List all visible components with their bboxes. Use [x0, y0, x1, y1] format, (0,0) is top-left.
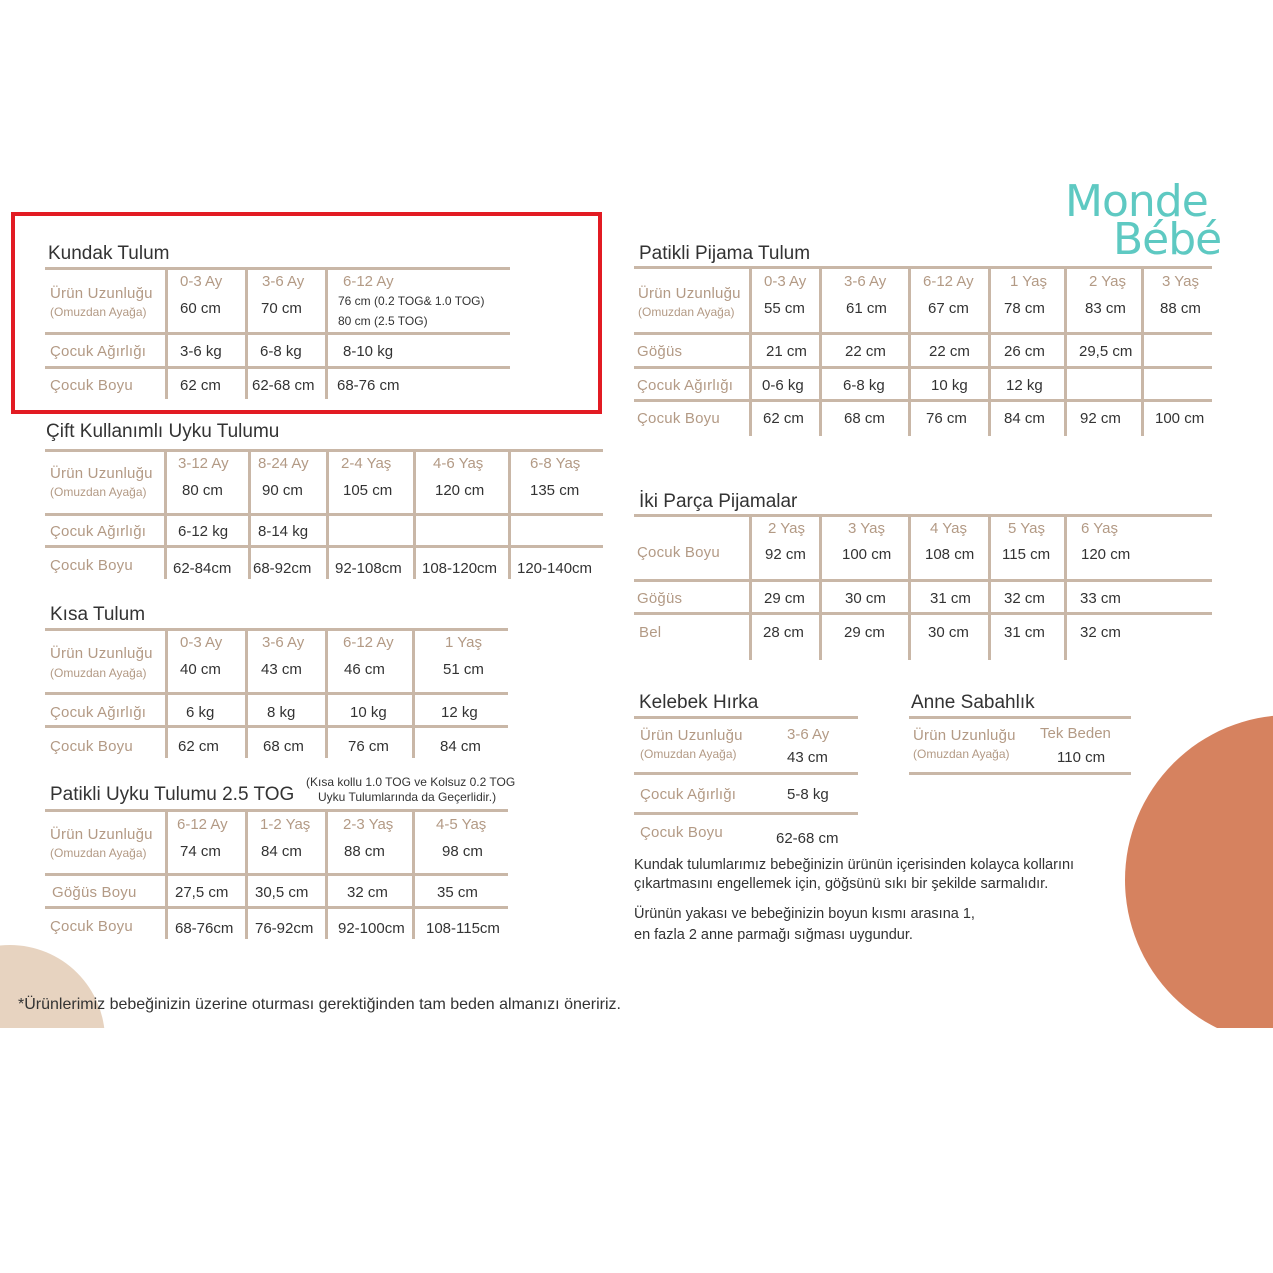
kelebek-height-label: Çocuk Boyu [640, 824, 723, 841]
anne-length: 110 cm [1057, 749, 1106, 766]
iki-parca-waist-3: 31 cm [1004, 624, 1045, 641]
kundak-weight-2: 8-10 kg [343, 343, 394, 360]
kundak-age-1: 3-6 Ay [262, 273, 305, 290]
kisa-height-label: Çocuk Boyu [50, 738, 133, 755]
iki-parca-height-label: Çocuk Boyu [637, 544, 720, 561]
patikli-uyku-height-1: 76-92cm [255, 920, 314, 937]
kisa-weight-3: 12 kg [441, 704, 478, 721]
iki-parca-age-2: 4 Yaş [930, 520, 967, 537]
patikli-uyku-height-0: 68-76cm [175, 920, 234, 937]
patikli-uyku-title: Patikli Uyku Tulumu 2.5 TOG [50, 784, 295, 805]
iki-parca-chest-0: 29 cm [764, 590, 805, 607]
kelebek-height: 62-68 cm [776, 830, 839, 847]
patikli-pijama-chest-label: Göğüs [637, 343, 683, 360]
patikli-pijama-length-sub: (Omuzdan Ayağa) [638, 305, 735, 319]
iki-parca-chest-2: 31 cm [930, 590, 971, 607]
patikli-pijama-height-4: 92 cm [1080, 410, 1121, 427]
patikli-pijama-length-4: 83 cm [1085, 300, 1126, 317]
kundak-height-0: 62 cm [180, 377, 221, 394]
kisa-length-2: 46 cm [344, 661, 385, 678]
patikli-uyku-chest-label: Göğüs Boyu [52, 884, 137, 901]
patikli-uyku-length-1: 84 cm [261, 843, 302, 860]
cift-weight-1: 8-14 kg [258, 523, 309, 540]
cift-length-2: 105 cm [343, 482, 393, 499]
patikli-uyku-length-label: Ürün Uzunluğu [50, 826, 153, 843]
iki-parca-chest-1: 30 cm [845, 590, 886, 607]
kelebek-title: Kelebek Hırka [639, 692, 759, 713]
patikli-pijama-weight-2: 10 kg [931, 377, 968, 394]
patikli-pijama-title: Patikli Pijama Tulum [639, 243, 811, 264]
iki-parca-height-3: 115 cm [1002, 546, 1051, 563]
patikli-uyku-chest-3: 35 cm [437, 884, 478, 901]
kundak-length-sub: (Omuzdan Ayağa) [50, 305, 147, 319]
patikli-uyku-height-3: 108-115cm [426, 920, 500, 937]
iki-parca-chest-3: 32 cm [1004, 590, 1045, 607]
cift-height-1: 68-92cm [253, 560, 312, 577]
patikli-pijama-chest-4: 29,5 cm [1079, 343, 1133, 360]
logo-line1: Monde [1065, 176, 1208, 227]
patikli-uyku-length-3: 98 cm [442, 843, 483, 860]
patikli-pijama-age-4: 2 Yaş [1089, 273, 1126, 290]
patikli-pijama-chest-2: 22 cm [929, 343, 970, 360]
cift-height-2: 92-108cm [335, 560, 402, 577]
kisa-age-2: 6-12 Ay [343, 634, 394, 651]
patikli-pijama-weight-0: 0-6 kg [762, 377, 804, 394]
cift-length-3: 120 cm [435, 482, 485, 499]
kisa-title: Kısa Tulum [50, 604, 146, 625]
kelebek-weight: 5-8 kg [787, 786, 829, 803]
patikli-uyku-chest-0: 27,5 cm [175, 884, 229, 901]
beige-circle-decor [0, 945, 105, 1135]
kundak-weight-1: 6-8 kg [260, 343, 302, 360]
iki-parca-age-0: 2 Yaş [768, 520, 805, 537]
patikli-pijama-age-3: 1 Yaş [1010, 273, 1047, 290]
kelebek-weight-label: Çocuk Ağırlığı [640, 786, 737, 803]
anne-length-sub: (Omuzdan Ayağa) [913, 747, 1010, 761]
cift-height-label: Çocuk Boyu [50, 557, 133, 574]
kundak-length-3: 80 cm (2.5 TOG) [338, 314, 428, 328]
kundak-title: Kundak Tulum [48, 243, 170, 264]
patikli-uyku-note-1: (Kısa kollu 1.0 TOG ve Kolsuz 0.2 TOG [306, 775, 516, 789]
patikli-uyku-age-3: 4-5 Yaş [436, 816, 487, 833]
iki-parca-height-4: 120 cm [1081, 546, 1131, 563]
iki-parca-chest-label: Göğüs [637, 590, 683, 607]
kelebek-length-sub: (Omuzdan Ayağa) [640, 747, 737, 761]
kisa-length-label: Ürün Uzunluğu [50, 645, 153, 662]
kundak-length-label: Ürün Uzunluğu [50, 285, 153, 302]
kisa-length-1: 43 cm [261, 661, 302, 678]
iki-parca-waist-4: 32 cm [1080, 624, 1121, 641]
kelebek-length-label: Ürün Uzunluğu [640, 727, 743, 744]
kundak-age-0: 0-3 Ay [180, 273, 223, 290]
kisa-age-0: 0-3 Ay [180, 634, 223, 651]
kundak-weight-label: Çocuk Ağırlığı [50, 343, 147, 360]
cift-length-0: 80 cm [182, 482, 223, 499]
logo-line2: Bébé [1113, 214, 1222, 265]
kisa-height-3: 84 cm [440, 738, 481, 755]
cift-weight-label: Çocuk Ağırlığı [50, 523, 147, 540]
iki-parca-waist-label: Bel [639, 624, 662, 641]
patikli-uyku-height-2: 92-100cm [338, 920, 405, 937]
patikli-pijama-age-1: 3-6 Ay [844, 273, 887, 290]
cift-height-3: 108-120cm [422, 560, 498, 577]
patikli-pijama-weight-1: 6-8 kg [843, 377, 885, 394]
kisa-weight-1: 8 kg [267, 704, 296, 721]
cift-age-2: 2-4 Yaş [341, 455, 392, 472]
kisa-length-3: 51 cm [443, 661, 484, 678]
iki-parca-title: İki Parça Pijamalar [639, 491, 798, 512]
cift-length-4: 135 cm [530, 482, 580, 499]
patikli-pijama-length-2: 67 cm [928, 300, 969, 317]
patikli-pijama-length-0: 55 cm [764, 300, 805, 317]
patikli-pijama-height-3: 84 cm [1004, 410, 1045, 427]
patikli-pijama-height-0: 62 cm [763, 410, 804, 427]
patikli-uyku-chest-1: 30,5 cm [255, 884, 309, 901]
patikli-uyku-length-2: 88 cm [344, 843, 385, 860]
note-1-line-1: Kundak tulumlarımız bebeğinizin ürünün içerisinden kolayca kollarını [634, 857, 1075, 873]
kundak-height-1: 62-68 cm [252, 377, 315, 394]
patikli-pijama-chest-0: 21 cm [766, 343, 807, 360]
orange-circle-decor [1125, 715, 1273, 1045]
patikli-uyku-chest-2: 32 cm [347, 884, 388, 901]
cift-age-4: 6-8 Yaş [530, 455, 581, 472]
iki-parca-chest-4: 33 cm [1080, 590, 1121, 607]
patikli-pijama-height-5: 100 cm [1155, 410, 1205, 427]
patikli-pijama-length-1: 61 cm [846, 300, 887, 317]
patikli-pijama-height-label: Çocuk Boyu [637, 410, 720, 427]
iki-parca-age-1: 3 Yaş [848, 520, 885, 537]
iki-parca-age-4: 6 Yaş [1081, 520, 1118, 537]
cift-weight-0: 6-12 kg [178, 523, 229, 540]
kelebek-age: 3-6 Ay [787, 726, 830, 743]
kisa-weight-2: 10 kg [350, 704, 387, 721]
patikli-pijama-length-5: 88 cm [1160, 300, 1201, 317]
iki-parca-age-3: 5 Yaş [1008, 520, 1045, 537]
kisa-weight-0: 6 kg [186, 704, 215, 721]
iki-parca-height-0: 92 cm [765, 546, 806, 563]
cift-length-1: 90 cm [262, 482, 303, 499]
patikli-pijama-chest-1: 22 cm [845, 343, 886, 360]
anne-length-label: Ürün Uzunluğu [913, 727, 1016, 744]
anne-title: Anne Sabahlık [911, 692, 1035, 713]
cift-title: Çift Kullanımlı Uyku Tulumu [46, 421, 280, 442]
patikli-uyku-length-0: 74 cm [180, 843, 221, 860]
iki-parca-height-1: 100 cm [842, 546, 892, 563]
kundak-length-1: 70 cm [261, 300, 302, 317]
kundak-height-label: Çocuk Boyu [50, 377, 133, 394]
patikli-uyku-age-0: 6-12 Ay [177, 816, 228, 833]
patikli-pijama-weight-label: Çocuk Ağırlığı [637, 377, 734, 394]
anne-size: Tek Beden [1040, 725, 1111, 742]
kundak-length-0: 60 cm [180, 300, 221, 317]
note-2-line-1: Ürünün yakası ve bebeğinizin boyun kısmı arasına 1, [634, 906, 975, 922]
note-2-line-2: en fazla 2 anne parmağı sığması uygundur. [634, 927, 913, 943]
patikli-pijama-height-1: 68 cm [844, 410, 885, 427]
kisa-height-2: 76 cm [348, 738, 389, 755]
kundak-height-2: 68-76 cm [337, 377, 400, 394]
cift-length-sub: (Omuzdan Ayağa) [50, 485, 147, 499]
patikli-uyku-height-label: Çocuk Boyu [50, 918, 133, 935]
kisa-length-sub: (Omuzdan Ayağa) [50, 666, 147, 680]
cift-age-1: 8-24 Ay [258, 455, 309, 472]
cift-age-3: 4-6 Yaş [433, 455, 484, 472]
patikli-pijama-height-2: 76 cm [926, 410, 967, 427]
kundak-length-2: 76 cm (0.2 TOG& 1.0 TOG) [338, 294, 485, 308]
note-1-line-2: çıkartmasını engellemek için, göğsünü sıkı bir şekilde sarmalıdır. [634, 876, 1049, 892]
kisa-weight-label: Çocuk Ağırlığı [50, 704, 147, 721]
cift-height-4: 120-140cm [517, 560, 593, 577]
kelebek-length: 43 cm [787, 749, 828, 766]
iki-parca-waist-2: 30 cm [928, 624, 969, 641]
iki-parca-height-2: 108 cm [925, 546, 975, 563]
patikli-pijama-chest-3: 26 cm [1004, 343, 1045, 360]
footer-note: *Ürünlerimiz bebeğinizin üzerine oturması gerektiğinden tam beden almanızı öneririz. [18, 996, 621, 1013]
kisa-age-3: 1 Yaş [445, 634, 482, 651]
kisa-age-1: 3-6 Ay [262, 634, 305, 651]
iki-parca-waist-0: 28 cm [763, 624, 804, 641]
patikli-uyku-length-sub: (Omuzdan Ayağa) [50, 846, 147, 860]
patikli-pijama-age-2: 6-12 Ay [923, 273, 974, 290]
patikli-pijama-age-0: 0-3 Ay [764, 273, 807, 290]
patikli-pijama-length-label: Ürün Uzunluğu [638, 285, 741, 302]
patikli-pijama-age-5: 3 Yaş [1162, 273, 1199, 290]
patikli-pijama-weight-3: 12 kg [1006, 377, 1043, 394]
kundak-age-2: 6-12 Ay [343, 273, 394, 290]
iki-parca-waist-1: 29 cm [844, 624, 885, 641]
patikli-pijama-length-3: 78 cm [1004, 300, 1045, 317]
patikli-uyku-note-2: Uyku Tulumlarında da Geçerlidir.) [318, 790, 497, 804]
kundak-weight-0: 3-6 kg [180, 343, 222, 360]
cift-length-label: Ürün Uzunluğu [50, 465, 153, 482]
patikli-uyku-age-2: 2-3 Yaş [343, 816, 394, 833]
cift-age-0: 3-12 Ay [178, 455, 229, 472]
kisa-length-0: 40 cm [180, 661, 221, 678]
patikli-uyku-age-1: 1-2 Yaş [260, 816, 311, 833]
brand-logo [1065, 176, 1225, 265]
kisa-height-0: 62 cm [178, 738, 219, 755]
kisa-height-1: 68 cm [263, 738, 304, 755]
cift-height-0: 62-84cm [173, 560, 232, 577]
